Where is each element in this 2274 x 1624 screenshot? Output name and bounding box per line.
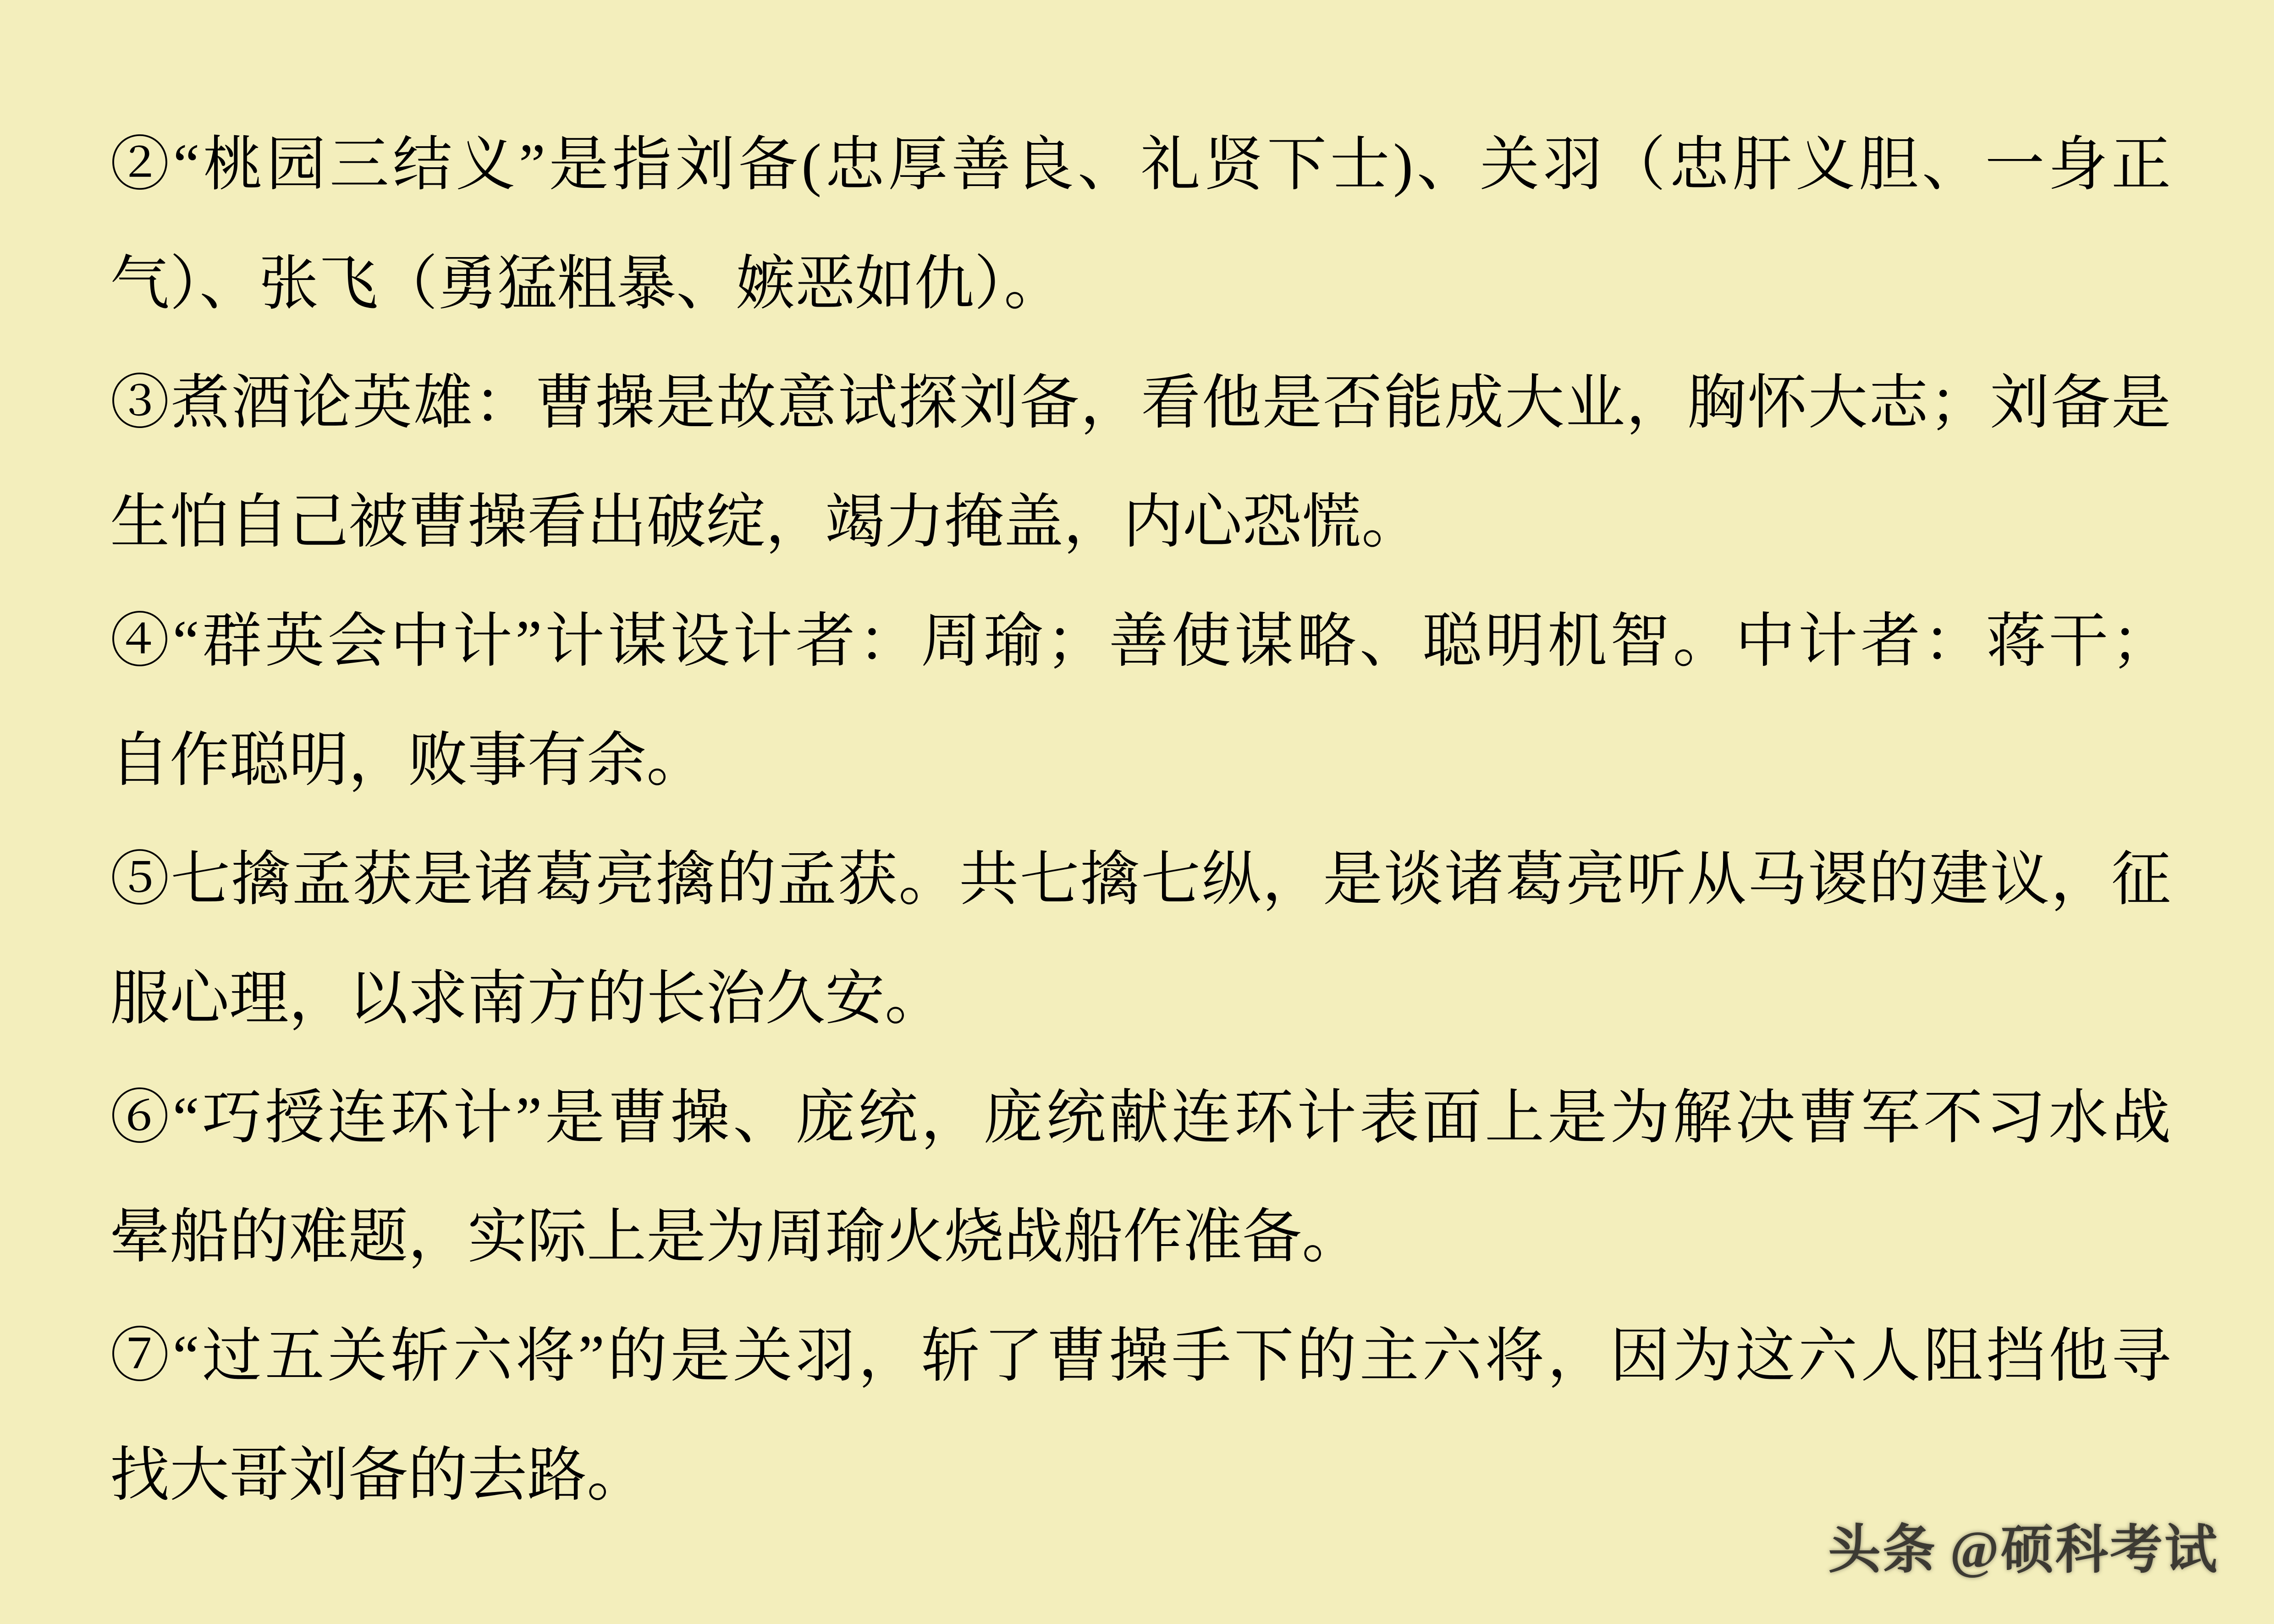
- note-item-5: [110, 820, 2171, 1059]
- note-line: 找大哥刘备的去路。: [110, 1443, 647, 1509]
- note-item-3: [110, 344, 2171, 582]
- notes-text: [110, 105, 2171, 1535]
- note-item-6: [110, 1059, 2171, 1297]
- note-line: ④“群英会中计”计谋设计者：周瑜；善使谋略、聪明机智。中计者：蒋干；: [110, 609, 2171, 675]
- note-line: ⑦“过五关斩六将”的是关羽，斩了曹操手下的主六将，因为这六人阻挡他寻: [110, 1323, 2171, 1389]
- note-item-7: [110, 1297, 2171, 1535]
- note-line: ②“桃园三结义”是指刘备(忠厚善良、礼贤下士)、关羽（忠肝义胆、一身正: [110, 132, 2171, 198]
- note-line: ③煮酒论英雄：曹操是故意试探刘备，看他是否能成大业，胸怀大志；刘备是: [110, 370, 2171, 436]
- note-line: 气）、张飞（勇猛粗暴、嫉恶如仇）。: [110, 251, 1064, 317]
- note-line: 自作聪明，败事有余。: [110, 728, 706, 794]
- note-item-2: [110, 105, 2171, 344]
- note-line: 晕船的难题，实际上是为周瑜火烧战船作准备。: [110, 1204, 1362, 1270]
- note-item-4: [110, 582, 2171, 820]
- watermark-handle: @硕科考试: [1950, 1521, 2219, 1579]
- note-line: ⑤七擒孟获是诸葛亮擒的孟获。共七擒七纵，是谈诸葛亮听从马谡的建议，征: [110, 847, 2171, 913]
- watermark-platform: 头条: [1828, 1521, 1938, 1579]
- watermark: [1828, 1507, 2219, 1583]
- note-line: ⑥“巧授连环计”是曹操、庞统，庞统献连环计表面上是为解决曹军不习水战: [110, 1085, 2171, 1151]
- note-line: 生怕自己被曹操看出破绽，竭力掩盖，内心恐慌。: [110, 489, 1421, 555]
- note-line: 服心理，以求南方的长治久安。: [110, 966, 945, 1032]
